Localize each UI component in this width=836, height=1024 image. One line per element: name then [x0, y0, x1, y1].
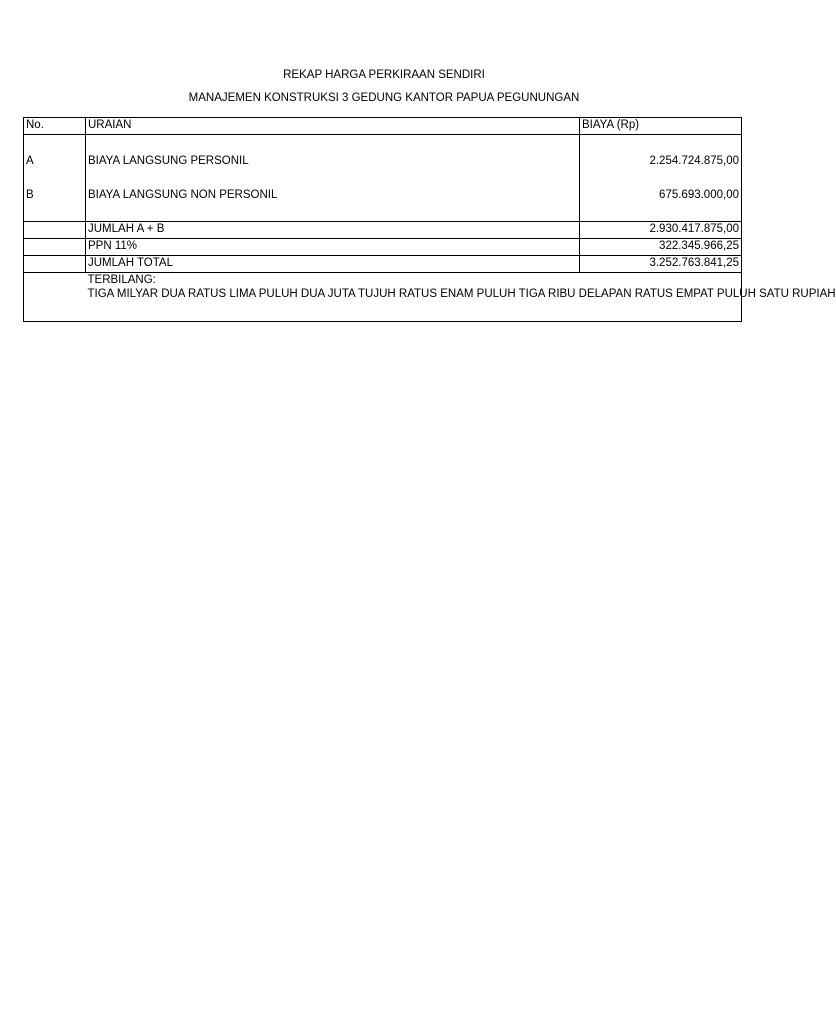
total-label: JUMLAH TOTAL [86, 256, 580, 273]
total-value: 322.345.966,25 [580, 239, 742, 256]
row-biaya: 2.254.724.875,00 [580, 154, 742, 170]
total-row-jumlah-total [24, 256, 742, 273]
row-no: A [24, 154, 86, 170]
total-value: 3.252.763.841,25 [580, 256, 742, 273]
table-header-row [24, 118, 742, 135]
table-row [24, 154, 742, 170]
rekap-table [23, 117, 836, 322]
total-row-ppn [24, 239, 742, 256]
total-value: 2.930.417.875,00 [580, 222, 742, 239]
header-uraian: URAIAN [86, 118, 580, 135]
total-label: JUMLAH A + B [86, 222, 580, 239]
terbilang-text: TIGA MILYAR DUA RATUS LIMA PULUH DUA JUTA TUJUH RATUS ENAM PULUH TIGA RIBU DELAPAN RATUS EMPAT PULUH SATU RUPIAH [87, 288, 836, 300]
row-uraian: BIAYA LANGSUNG PERSONIL [86, 154, 580, 170]
row-uraian: BIAYA LANGSUNG NON PERSONIL [86, 188, 580, 204]
document-subtitle: MANAJEMEN KONSTRUKSI 3 GEDUNG KANTOR PAPUA PEGUNUNGAN [188, 92, 580, 104]
spacer-row [24, 170, 742, 188]
spacer-row [24, 204, 742, 222]
table-row [24, 188, 742, 204]
terbilang-cell [86, 273, 836, 322]
total-row-jumlah-ab [24, 222, 742, 239]
terbilang-row [24, 273, 742, 322]
header-biaya: BIAYA (Rp) [580, 118, 742, 135]
spacer-row [24, 135, 742, 155]
total-label: PPN 11% [86, 239, 580, 256]
row-no: B [24, 188, 86, 204]
row-biaya: 675.693.000,00 [580, 188, 742, 204]
document-title: REKAP HARGA PERKIRAAN SENDIRI [283, 69, 485, 81]
header-no: No. [24, 118, 86, 135]
terbilang-label: TERBILANG: [87, 274, 156, 286]
